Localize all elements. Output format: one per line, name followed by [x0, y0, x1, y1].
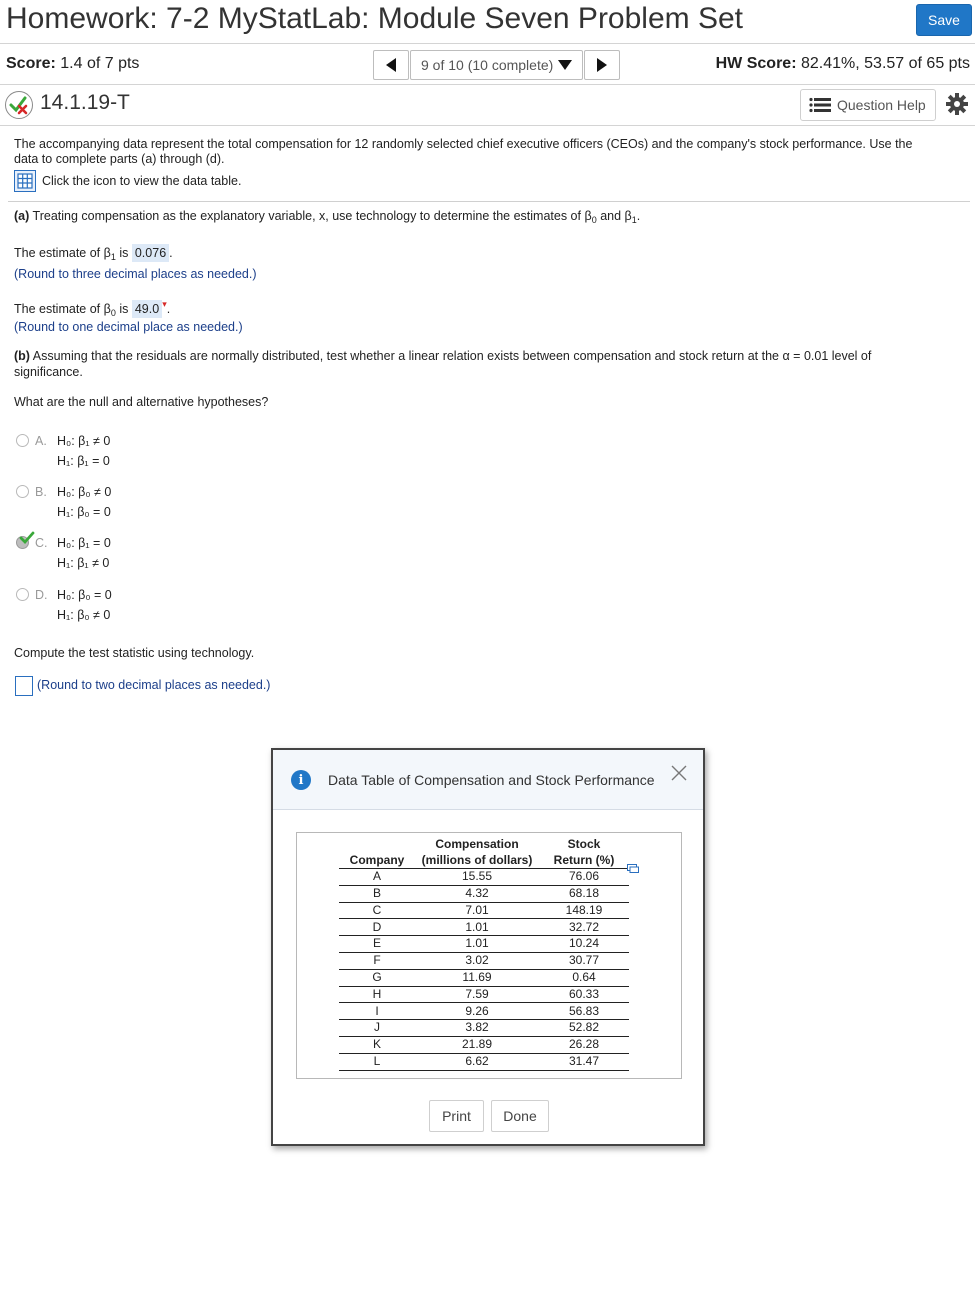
cell-company: G: [339, 969, 415, 986]
option-b-h1: H₁: β₀ = 0: [57, 505, 111, 519]
cell-compensation: 15.55: [415, 869, 539, 886]
copy-icon[interactable]: [627, 860, 639, 869]
arrow-right-icon: [597, 58, 607, 72]
option-b-radio[interactable]: [16, 485, 29, 498]
dialog-title: Data Table of Compensation and Stock Performance: [328, 772, 655, 788]
cell-stock-return: 32.72: [539, 919, 629, 936]
beta1-answer[interactable]: 0.076: [132, 244, 169, 262]
option-b-letter: B.: [35, 485, 47, 499]
table-row: [339, 902, 629, 919]
question-help-label: Question Help: [837, 97, 926, 113]
cell-stock-return: 60.33: [539, 986, 629, 1003]
cell-company: L: [339, 1053, 415, 1070]
option-c-h0: H₀: β₁ = 0: [57, 536, 111, 550]
compute-prompt: Compute the test statistic using technology.: [14, 646, 255, 660]
part-a-question: (a) Treating compensation as the explanatory variable, x, use technology to determine the estimates of $\beta_0$ and $\beta_1$.: [14, 209, 641, 225]
data-table-icon[interactable]: [14, 170, 36, 192]
cell-compensation: 9.26: [415, 1003, 539, 1020]
cell-company: F: [339, 952, 415, 969]
question-selector-label: 9 of 10 (10 complete): [421, 57, 554, 73]
option-c-letter: C.: [35, 536, 48, 550]
option-d-h0: H₀: β₀ = 0: [57, 588, 112, 602]
intro-line-1: The accompanying data represent the total compensation for 12 randomly selected chief executive officers (CEOs) and the company's stock performance. Use the: [14, 137, 913, 151]
option-c-h1: H₁: β₁ ≠ 0: [57, 556, 110, 570]
header-compensation: Compensation (millions of dollars): [415, 837, 539, 869]
cell-stock-return: 26.28: [539, 1036, 629, 1053]
cell-stock-return: 10.24: [539, 936, 629, 953]
score: [6, 55, 139, 73]
table-row: [339, 1020, 629, 1037]
partial-credit-icon: [5, 91, 33, 119]
dialog-header: [273, 750, 703, 810]
beta1-estimate: The estimate of $\beta_1$ is 0.076 .: [14, 246, 173, 262]
cell-compensation: 4.32: [415, 885, 539, 902]
arrow-left-icon: [386, 58, 396, 72]
divider: [0, 84, 975, 85]
cell-company: B: [339, 885, 415, 902]
cell-compensation: 7.59: [415, 986, 539, 1003]
table-row: [339, 986, 629, 1003]
gear-icon[interactable]: [945, 92, 969, 116]
table-row: [339, 1036, 629, 1053]
intro-line-2: data to complete parts (a) through (d).: [14, 152, 225, 166]
question-selector[interactable]: [410, 50, 583, 80]
test-statistic-input[interactable]: [15, 676, 33, 696]
option-a-h1: H₁: β₁ = 0: [57, 454, 110, 468]
cell-stock-return: 76.06: [539, 869, 629, 886]
beta-symbol: β: [624, 209, 632, 223]
hw-score: [716, 55, 970, 73]
cell-stock-return: 30.77: [539, 952, 629, 969]
cell-compensation: 1.01: [415, 919, 539, 936]
header-stock-return: Stock Return (%): [539, 837, 629, 869]
cell-company: E: [339, 936, 415, 953]
previous-question-button[interactable]: [373, 50, 409, 80]
caret-down-icon: [558, 60, 572, 70]
table-row: [339, 1003, 629, 1020]
save-button[interactable]: Save: [916, 4, 972, 36]
divider: [8, 201, 970, 202]
cell-compensation: 6.62: [415, 1053, 539, 1070]
estimate-prompt: The estimate of: [14, 302, 101, 316]
and-word: and: [600, 209, 622, 223]
table-row: [339, 936, 629, 953]
divider: [0, 125, 975, 126]
table-row: [339, 1053, 629, 1070]
option-d-h1: H₁: β₀ ≠ 0: [57, 608, 111, 622]
hw-score-value: 82.41%, 53.57 of 65 pts: [800, 55, 970, 72]
cell-stock-return: 52.82: [539, 1020, 629, 1037]
beta-symbol: β: [103, 246, 111, 260]
data-table-link[interactable]: Click the icon to view the data table.: [42, 174, 242, 188]
is-word: is: [119, 302, 129, 316]
cell-compensation: 3.02: [415, 952, 539, 969]
checkmark-icon: [19, 531, 35, 550]
list-icon: [809, 97, 833, 113]
cell-company: H: [339, 986, 415, 1003]
beta-symbol: β: [103, 302, 111, 316]
cell-company: K: [339, 1036, 415, 1053]
question-help-button[interactable]: [800, 89, 936, 121]
cell-compensation: 11.69: [415, 969, 539, 986]
part-b-line-1: [14, 349, 871, 363]
score-value: 1.4 of 7 pts: [60, 55, 140, 72]
hw-score-label: HW Score:: [715, 55, 797, 72]
cell-stock-return: 148.19: [539, 902, 629, 919]
cell-compensation: 3.82: [415, 1020, 539, 1037]
next-question-button[interactable]: [584, 50, 620, 80]
estimate-prompt: The estimate of: [14, 246, 101, 260]
cell-company: I: [339, 1003, 415, 1020]
is-word: is: [119, 246, 129, 260]
cell-company: D: [339, 919, 415, 936]
option-a-h0: H₀: β₁ ≠ 0: [57, 434, 111, 448]
incorrect-mark-icon: ▾: [162, 299, 167, 309]
cell-stock-return: 68.18: [539, 885, 629, 902]
option-d-letter: D.: [35, 588, 48, 602]
data-table-dialog: [271, 748, 705, 1146]
cell-company: J: [339, 1020, 415, 1037]
beta0-answer[interactable]: 49.0: [132, 300, 162, 318]
cell-compensation: 7.01: [415, 902, 539, 919]
cell-stock-return: 31.47: [539, 1053, 629, 1070]
hypotheses-question: What are the null and alternative hypotheses?: [14, 395, 269, 409]
done-button[interactable]: Done: [491, 1100, 549, 1132]
cell-stock-return: 56.83: [539, 1003, 629, 1020]
table-row: [339, 869, 629, 886]
part-b-line-2: significance.: [14, 365, 83, 379]
header-company: Company: [339, 837, 415, 869]
beta0-round-hint: (Round to one decimal place as needed.): [14, 320, 243, 334]
cell-company: C: [339, 902, 415, 919]
option-b-h0: H₀: β₀ ≠ 0: [57, 485, 112, 499]
data-table: [339, 837, 629, 1071]
info-icon: i: [291, 770, 311, 790]
table-row: [339, 885, 629, 902]
close-icon[interactable]: [668, 762, 690, 784]
cell-compensation: 1.01: [415, 936, 539, 953]
table-row: [339, 952, 629, 969]
divider: [0, 43, 975, 44]
part-b-text: Assuming that the residuals are normally distributed, test whether a linear relation exists between compensation and stock return at the α = 0.01 level of: [32, 349, 872, 363]
question-id: 14.1.19-T: [40, 91, 130, 114]
table-row: [339, 919, 629, 936]
option-d-radio[interactable]: [16, 588, 29, 601]
part-b-label: (b): [14, 349, 30, 363]
test-statistic-round-hint: (Round to two decimal places as needed.): [37, 678, 271, 692]
part-a-text: Treating compensation as the explanatory variable, x, use technology to determine the estimates of: [32, 209, 581, 223]
cell-stock-return: 0.64: [539, 969, 629, 986]
beta-symbol: β: [584, 209, 592, 223]
data-table-frame: [296, 832, 682, 1079]
cell-company: A: [339, 869, 415, 886]
option-a-radio[interactable]: [16, 434, 29, 447]
beta0-estimate: The estimate of $\beta_0$ is 49.0 ▾.: [14, 299, 171, 318]
part-a-label: (a): [14, 209, 30, 223]
table-row: [339, 969, 629, 986]
score-label: Score:: [6, 55, 56, 72]
cell-compensation: 21.89: [415, 1036, 539, 1053]
print-button[interactable]: Print: [429, 1100, 484, 1132]
page-title: Homework: 7-2 MyStatLab: Module Seven Problem Set: [6, 2, 744, 35]
beta1-round-hint: (Round to three decimal places as needed.): [14, 267, 257, 281]
option-a-letter: A.: [35, 434, 47, 448]
